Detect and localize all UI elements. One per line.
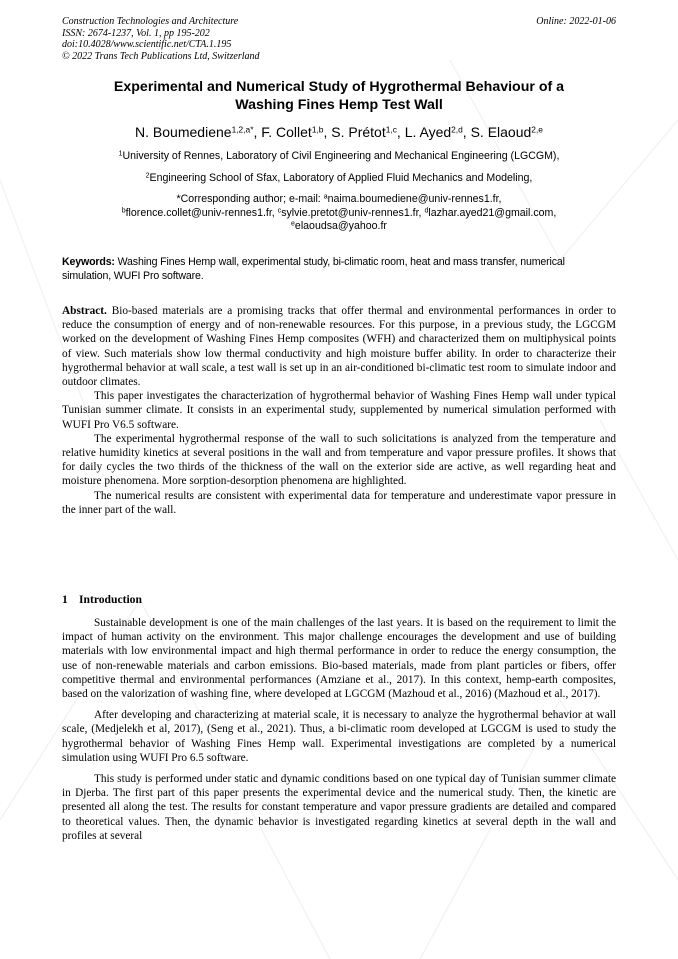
corresponding-author — [62, 193, 616, 234]
author-list — [62, 123, 616, 141]
intro-paragraph: This study is performed under static and dynamic conditions based on one typical day of Tunisian summer climate in Djerba. The first part of this paper presents the experimental device and the numerical study. Then, the kinetic are presented all along the test. The results for constant temperature and vapor pressure gradients are detailed and compared to theoretical values. Then, the dynamic behavior is investigated regarding kinetics at several depth in the wall and profiles at several — [62, 773, 616, 842]
abstract-paragraph — [62, 304, 616, 389]
journal-issn: ISSN: 2674-1237, Vol. 1, pp 195-202 — [62, 27, 210, 39]
abstract-paragraph: The numerical results are consistent with experimental data for temperature and underestimate vapor pressure in the inner part of the wall. — [62, 489, 616, 516]
affiliation-text: Engineering School of Sfax, Laboratory of Applied Fluid Mechanics and Modeling, — [149, 172, 533, 184]
author-affiliation-mark: 1,c — [385, 124, 397, 135]
author-name: N. Boumediene — [135, 124, 232, 140]
section-number: 1 — [62, 593, 68, 606]
affiliation-2 — [62, 172, 616, 186]
author-affiliation-mark: 1,b — [311, 124, 324, 135]
email-mark: b — [121, 207, 126, 214]
email-link[interactable]: lazhar.ayed21@gmail.com, — [428, 206, 557, 219]
affiliation-text: University of Rennes, Laboratory of Civil Engineering and Mechanical Engineering (LGCGM), — [122, 150, 560, 162]
online-date: Online: 2022-01-06 — [536, 16, 616, 27]
introduction-body — [62, 616, 616, 843]
section-heading-introduction — [62, 593, 142, 606]
title-line-2: Washing Fines Hemp Test Wall — [235, 96, 443, 113]
corresponding-label: *Corresponding author; e-mail: — [176, 193, 324, 205]
abstract-paragraph: The experimental hygrothermal response of the wall to such solicitations is analyzed from the temperature and relative humidity kinetics at several positions in the wall and from temperature and vapor pressure profiles. It shows that for daily cycles the two thirds of the thickness of the wall on the exterior side are active, as well regarding heat and moisture phenomena. More sorption-desorption phenomena are highlighted. — [62, 432, 616, 488]
keywords-text: Washing Fines Hemp wall, experimental study, bi-climatic room, heat and mass transfer, numerical simulation, WUFI Pro software. — [62, 256, 565, 282]
author-separator: , — [253, 124, 262, 140]
affiliation-1 — [62, 150, 616, 164]
abstract-paragraph: This paper investigates the characterization of hygrothermal behavior of Washing Fines Hemp wall under typical Tunisian summer climate. It consists in an experimental study, supplemented by numerical simulation performed with WUFI Pro V6.5 software. — [62, 390, 616, 431]
author-separator: , — [462, 124, 471, 140]
email-link[interactable]: florence.collet@univ-rennes1.fr, — [125, 206, 278, 219]
journal-doi[interactable]: doi:10.4028/www.scientific.net/CTA.1.195 — [62, 39, 232, 51]
corresponding-line-2 — [62, 207, 616, 221]
running-header — [62, 16, 616, 62]
journal-info — [62, 16, 616, 62]
corresponding-line-3 — [62, 220, 616, 234]
author-name: S. Elaoud — [470, 124, 532, 140]
email-link[interactable]: elaoudsa@yahoo.fr — [294, 220, 387, 232]
email-link[interactable]: sylvie.pretot@univ-rennes1.fr, — [281, 206, 425, 219]
abstract-label: Abstract. — [62, 305, 107, 317]
author-affiliation-mark: 1,2,a* — [231, 124, 254, 135]
paper-title — [62, 79, 616, 114]
author-affiliation-mark: 2,e — [531, 124, 543, 135]
email-mark: a — [323, 193, 328, 201]
intro-paragraph: Sustainable development is one of the main challenges of the last years. It is based on the requirement to limit the impact of human activity on the environment. This major challenge encourages the development and use of building materials with low environmental impact and high thermal performance in order to reduce the energy consumption, the use of non-renewable materials and carbon emissions. Bio-based materials, made from plant particles or fibers, offer competitive thermal and environmental performances (Amziane et al., 2017). In this context, hemp-earth composites, based on the valorization of washing fine, where developed at LGCGM (Mazhoud et al., 2016) (Mazhoud et al., 2017). — [62, 617, 616, 701]
intro-paragraph: After developing and characterizing at material scale, it is necessary to analyze the hygrothermal behavior at wall scale, (Medjelekh et al, 2017), (Seng et al., 2021). Thus, a bi-climatic room developed at LGCGM is used to study the hygrothermal behavior of Washing Fines Hemp wall. Experimental investigations are completed by a numerical simulation using WUFI Pro 6.5 software. — [62, 709, 616, 764]
abstract — [62, 304, 616, 517]
email-mark: e — [291, 220, 295, 228]
abstract-text: Bio-based materials are a promising tracks that offer thermal and environmental performances in order to reduce the consumption of energy and of non-renewable resources. For this purpose, in a previous study, the LGCGM worked on the development of Washing Fines Hemp composites (WFH) and characterized them on multiphysical points of view. Such materials show low thermal conductivity and high moisture buffer ability. In order to characterize their hygrothermal behavior at wall scale, a test wall is set up in an air-conditioned bi-climatic test room to simulate indoor and outdoor climates. — [62, 305, 616, 389]
journal-name: Construction Technologies and Architecture — [62, 16, 239, 27]
author-name: S. Prétot — [331, 124, 386, 140]
author-name: L. Ayed — [404, 124, 452, 140]
author-separator: , — [396, 124, 405, 140]
author-separator: , — [323, 124, 332, 140]
section-title: Introduction — [79, 593, 142, 606]
keywords — [62, 256, 616, 283]
author-affiliation-mark: 2,d — [451, 124, 463, 135]
keywords-label: Keywords: — [62, 256, 115, 268]
email-mark: d — [424, 207, 429, 214]
email-link[interactable]: naima.boumediene@univ-rennes1.fr, — [327, 193, 502, 205]
author-name: F. Collet — [261, 124, 312, 140]
affiliation-mark: 2 — [145, 172, 150, 180]
corresponding-line-1 — [62, 193, 616, 207]
title-line-1: Experimental and Numerical Study of Hygrothermal Behaviour of a — [113, 79, 565, 95]
affiliation-mark: 1 — [118, 150, 123, 158]
email-mark: c — [277, 207, 282, 214]
journal-copyright: © 2022 Trans Tech Publications Ltd, Switzerland — [62, 50, 260, 62]
